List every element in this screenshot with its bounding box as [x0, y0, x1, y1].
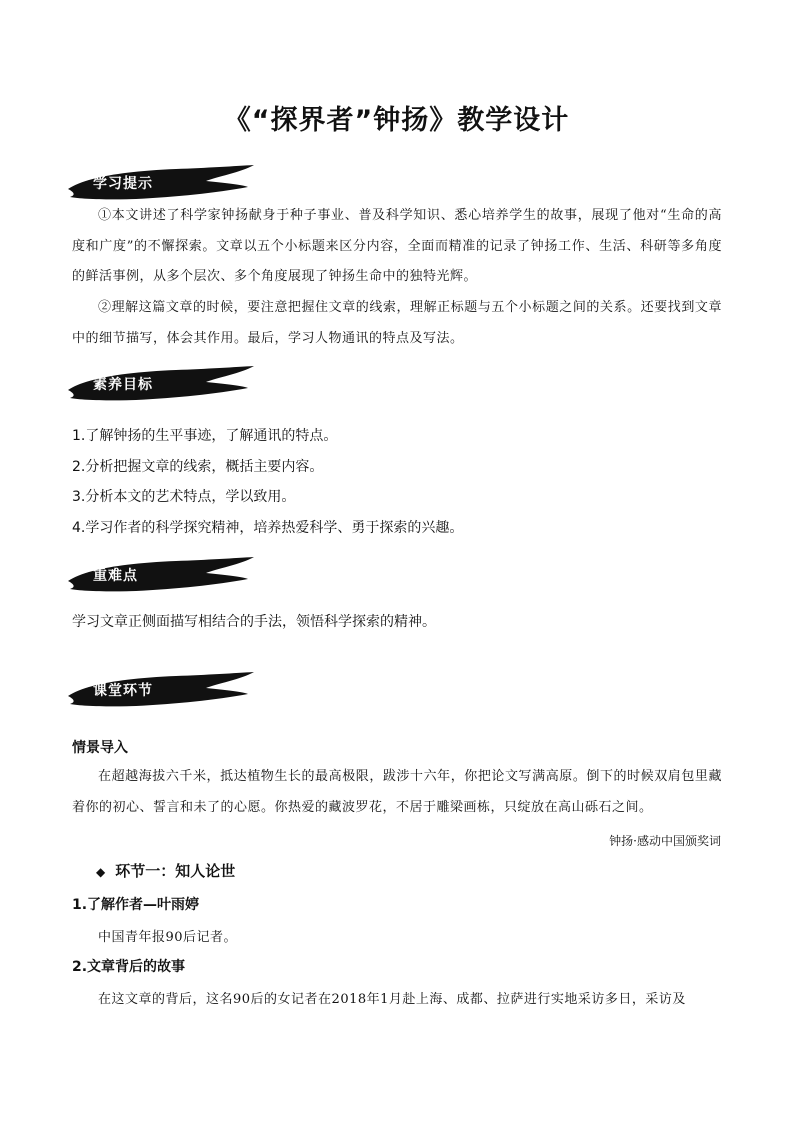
- sub-heading-author: 1.了解作者—叶雨婷: [72, 897, 200, 913]
- list-item: 4.学习作者的科学探究精神，培养热爱科学、勇于探索的兴趣。: [72, 519, 464, 536]
- step-one-heading: [96, 860, 235, 881]
- list-item: 1.了解钟扬的生平事迹，了解通讯的特点。: [72, 428, 338, 444]
- intro-title: 情景导入: [72, 740, 128, 756]
- story-text: 在这文章的背后，这名90后的女记者在2018年1月赴上海、成都、拉萨进行实地采访多日，采访及: [98, 992, 686, 1007]
- section-header-label: 课堂环节: [93, 683, 153, 699]
- list-item: 3.分析本文的艺术特点，学以致用。: [72, 489, 296, 505]
- section-header-label: 重难点: [93, 568, 138, 584]
- section-header-class: [66, 670, 256, 710]
- diamond-bullet-icon: ◆: [96, 865, 106, 879]
- intro-paragraph: 在超越海拔六千米，抵达植物生长的最高极限，跋涉十六年，你把论文写满高原。倒下的时候双肩包里藏着你的初心、誓言和未了的心愿。你热爱的藏波罗花，不居于雕梁画栋，只绽放在高山砾石之间。: [72, 769, 722, 815]
- section-header-label: 素养目标: [93, 377, 153, 393]
- tips-paragraph-2: ②理解这篇文章的时候，要注意把握住文章的线索，理解正标题与五个小标题之间的关系。还要找到文章中的细节描写，体会其作用。最后，学习人物通讯的特点及写法。: [72, 300, 722, 346]
- section-header-label: 学习提示: [93, 176, 153, 192]
- step-one-label: 环节一：知人论世: [115, 862, 236, 880]
- key-points-text: 学习文章正侧面描写相结合的手法，领悟科学探索的精神。: [72, 614, 436, 630]
- goals-list: [72, 421, 722, 543]
- document-title: 《“探界者”钟扬》教学设计: [223, 105, 570, 136]
- intro-source: 钟扬·感动中国颁奖词: [609, 834, 721, 848]
- list-item: 2.分析把握文章的线索，概括主要内容。: [72, 458, 324, 475]
- section-header-key: [66, 555, 256, 595]
- author-text: 中国青年报90后记者。: [98, 930, 238, 945]
- tips-paragraph-1: ①本文讲述了科学家钟扬献身于种子事业、普及科学知识、悉心培养学生的故事，展现了他对“生命的高度和广度”的不懈探索。文章以五个小标题来区分内容，全面而精准的记录了钟扬工作、生活、科研等多角度的鲜活事例，从多个层次、多个角度展现了钟扬生命中的独特光辉。: [72, 208, 722, 284]
- section-header-goals: [66, 364, 256, 404]
- sub-heading-story: 2.文章背后的故事: [72, 959, 186, 975]
- section-header-tips: [66, 163, 256, 203]
